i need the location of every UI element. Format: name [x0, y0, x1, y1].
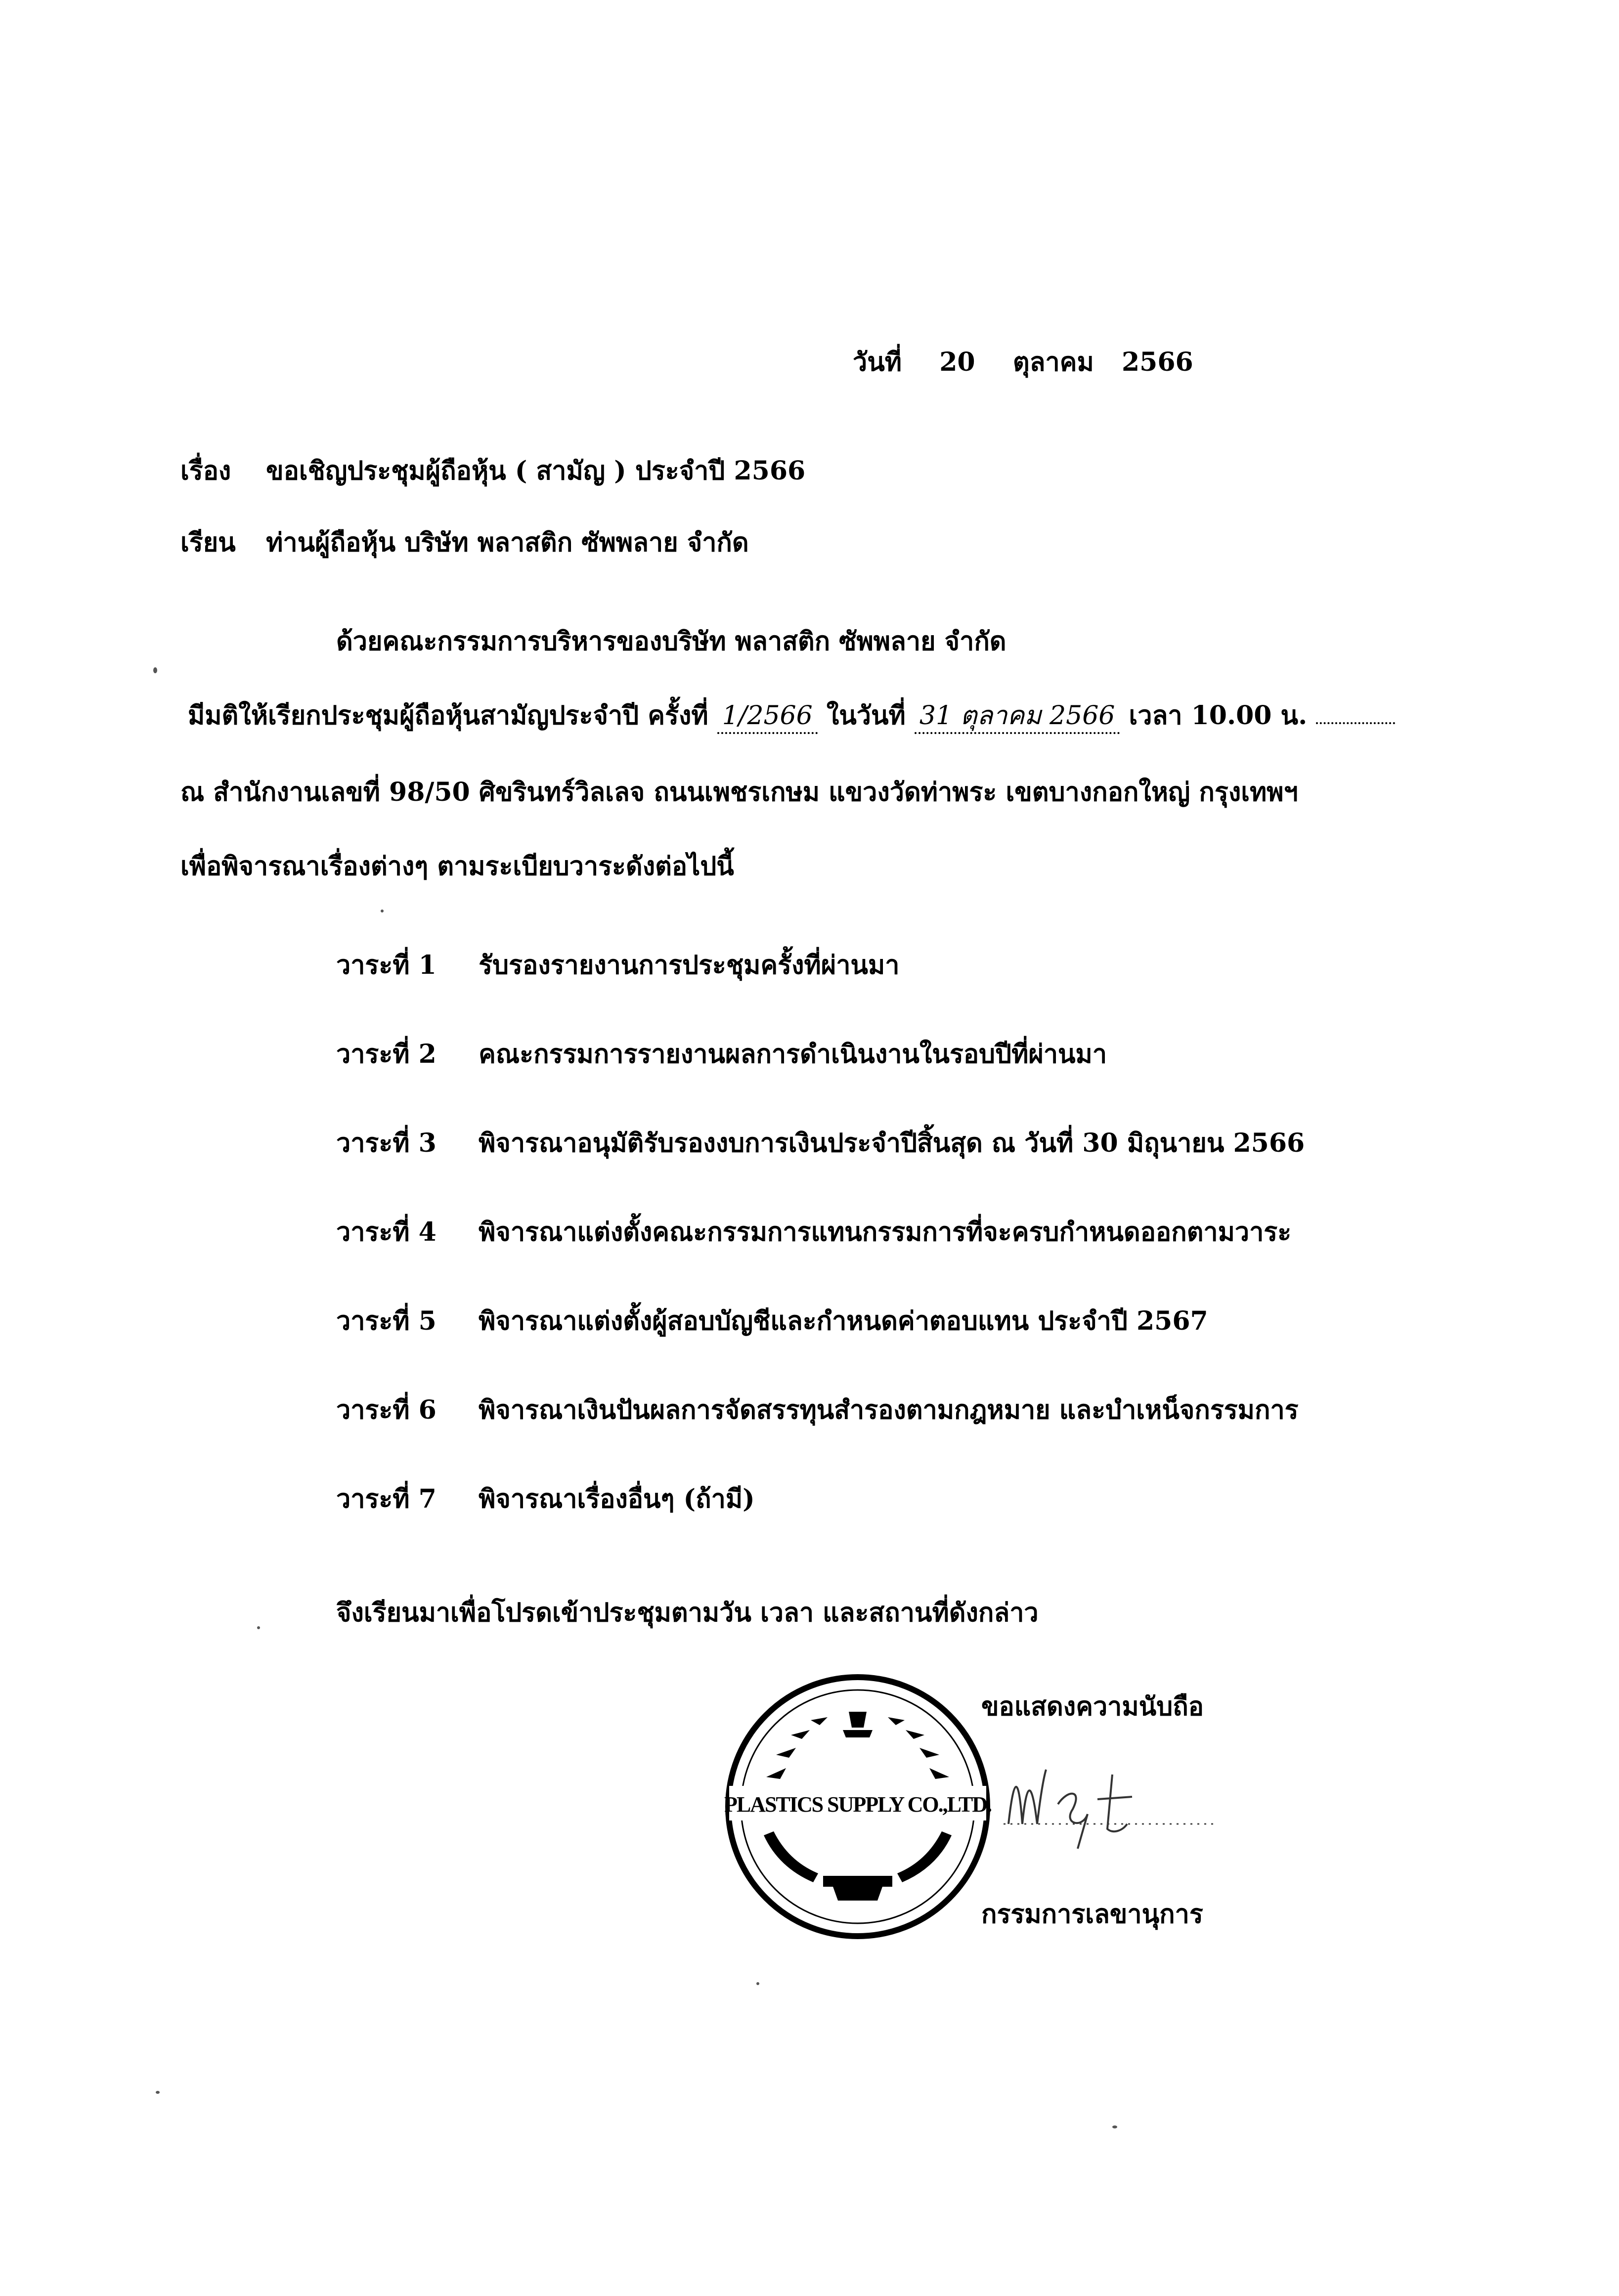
- agenda-text: พิจารณาอนุมัติรับรองงบการเงินประจำปีสิ้นสุด ณ วันที่ 30 มิถุนายน 2566: [479, 1128, 1305, 1158]
- agenda-number: วาระที่ 2: [336, 1039, 437, 1069]
- agenda-text: พิจารณาเรื่องอื่นๆ (ถ้ามี): [479, 1484, 755, 1514]
- agenda-item: [336, 1394, 1299, 1426]
- agenda-text: พิจารณาแต่งตั้งผู้สอบบัญชีและกำหนดค่าตอบแทน ประจำปี 2567: [479, 1306, 1208, 1336]
- agenda-number: วาระที่ 7: [336, 1484, 437, 1514]
- subject-text: ขอเชิญประชุมผู้ถือหุ้น ( สามัญ ) ประจำปี 2566: [266, 456, 806, 486]
- closing-line: จึงเรียนมาเพื่อโปรดเข้าประชุมตามวัน เวลา และสถานที่ดังกล่าว: [336, 1598, 1039, 1628]
- scan-speck: [756, 1982, 759, 1985]
- agenda-text: รับรองรายงานการประชุมครั้งที่ผ่านมา: [479, 950, 900, 980]
- date-year: 2566: [1121, 347, 1193, 377]
- body-line-1: ด้วยคณะกรรมการบริหารของบริษัท พลาสติก ซัพพลาย จำกัด: [336, 626, 1006, 656]
- agenda-number: วาระที่ 1: [336, 950, 437, 980]
- meeting-date: 31 ตุลาคม 2566: [915, 700, 1120, 734]
- body-line-3: ณ สำนักงานเลขที่ 98/50 ศิขรินทร์วิลเลจ ถนนเพชรเกษม แขวงวัดท่าพระ เขตบางกอกใหญ่ กรุงเทพฯ: [180, 777, 1298, 807]
- on-date-label: ในวันที่: [826, 700, 906, 731]
- regards-text: ขอแสดงความนับถือ: [981, 1691, 1204, 1722]
- scan-speck: [1112, 2125, 1117, 2128]
- date-label: วันที่: [853, 347, 902, 377]
- agenda-number: วาระที่ 4: [336, 1217, 437, 1247]
- agenda-item: [336, 1305, 1208, 1337]
- body-line-2: [188, 699, 1395, 734]
- meeting-time: เวลา 10.00 น.: [1129, 700, 1308, 731]
- scan-speck: [156, 2091, 160, 2094]
- date-month: ตุลาคม: [1012, 347, 1094, 377]
- agenda-item: [336, 1038, 1107, 1070]
- recipient-label: เรียน: [180, 527, 236, 558]
- recipient-text: ท่านผู้ถือหุ้น บริษัท พลาสติก ซัพพลาย จำกัด: [266, 527, 749, 558]
- scan-speck: [381, 910, 384, 912]
- meeting-number: 1/2566: [717, 700, 818, 734]
- recipient-line: [180, 526, 749, 559]
- agenda-text: คณะกรรมการรายงานผลการดำเนินงานในรอบปีที่ผ่านมา: [479, 1039, 1107, 1069]
- signer-position: กรรมการเลขานุการ: [981, 1899, 1203, 1929]
- company-seal-stamp: [719, 1668, 996, 1945]
- agenda-text: พิจารณาเงินปันผลการจัดสรรทุนสำรองตามกฎหมาย และบำเหน็จกรรมการ: [479, 1395, 1299, 1425]
- handwritten-signature: [999, 1750, 1226, 1859]
- body-line-4: เพื่อพิจารณาเรื่องต่างๆ ตามระเบียบวาระดังต่อไปนี้: [180, 851, 734, 881]
- date-line: [853, 346, 1193, 378]
- agenda-number: วาระที่ 3: [336, 1128, 437, 1158]
- agenda-item: [336, 1483, 755, 1515]
- agenda-number: วาระที่ 5: [336, 1306, 437, 1336]
- scan-speck: [257, 1626, 260, 1629]
- subject-line: [180, 455, 805, 487]
- seal-company-text: PLASTICS SUPPLY CO.,LTD.: [724, 1792, 992, 1817]
- scan-speck: [153, 667, 157, 673]
- agenda-item: [336, 949, 899, 981]
- agenda-item: [336, 1127, 1305, 1159]
- subject-label: เรื่อง: [180, 456, 231, 486]
- agenda-item: [336, 1216, 1291, 1248]
- agenda-text: พิจารณาแต่งตั้งคณะกรรมการแทนกรรมการที่จะครบกำหนดออกตามวาระ: [479, 1217, 1292, 1247]
- agenda-number: วาระที่ 6: [336, 1395, 437, 1425]
- meeting-call-text: มีมติให้เรียกประชุมผู้ถือหุ้นสามัญประจำปี ครั้งที่: [188, 700, 708, 731]
- date-day: 20: [939, 347, 975, 377]
